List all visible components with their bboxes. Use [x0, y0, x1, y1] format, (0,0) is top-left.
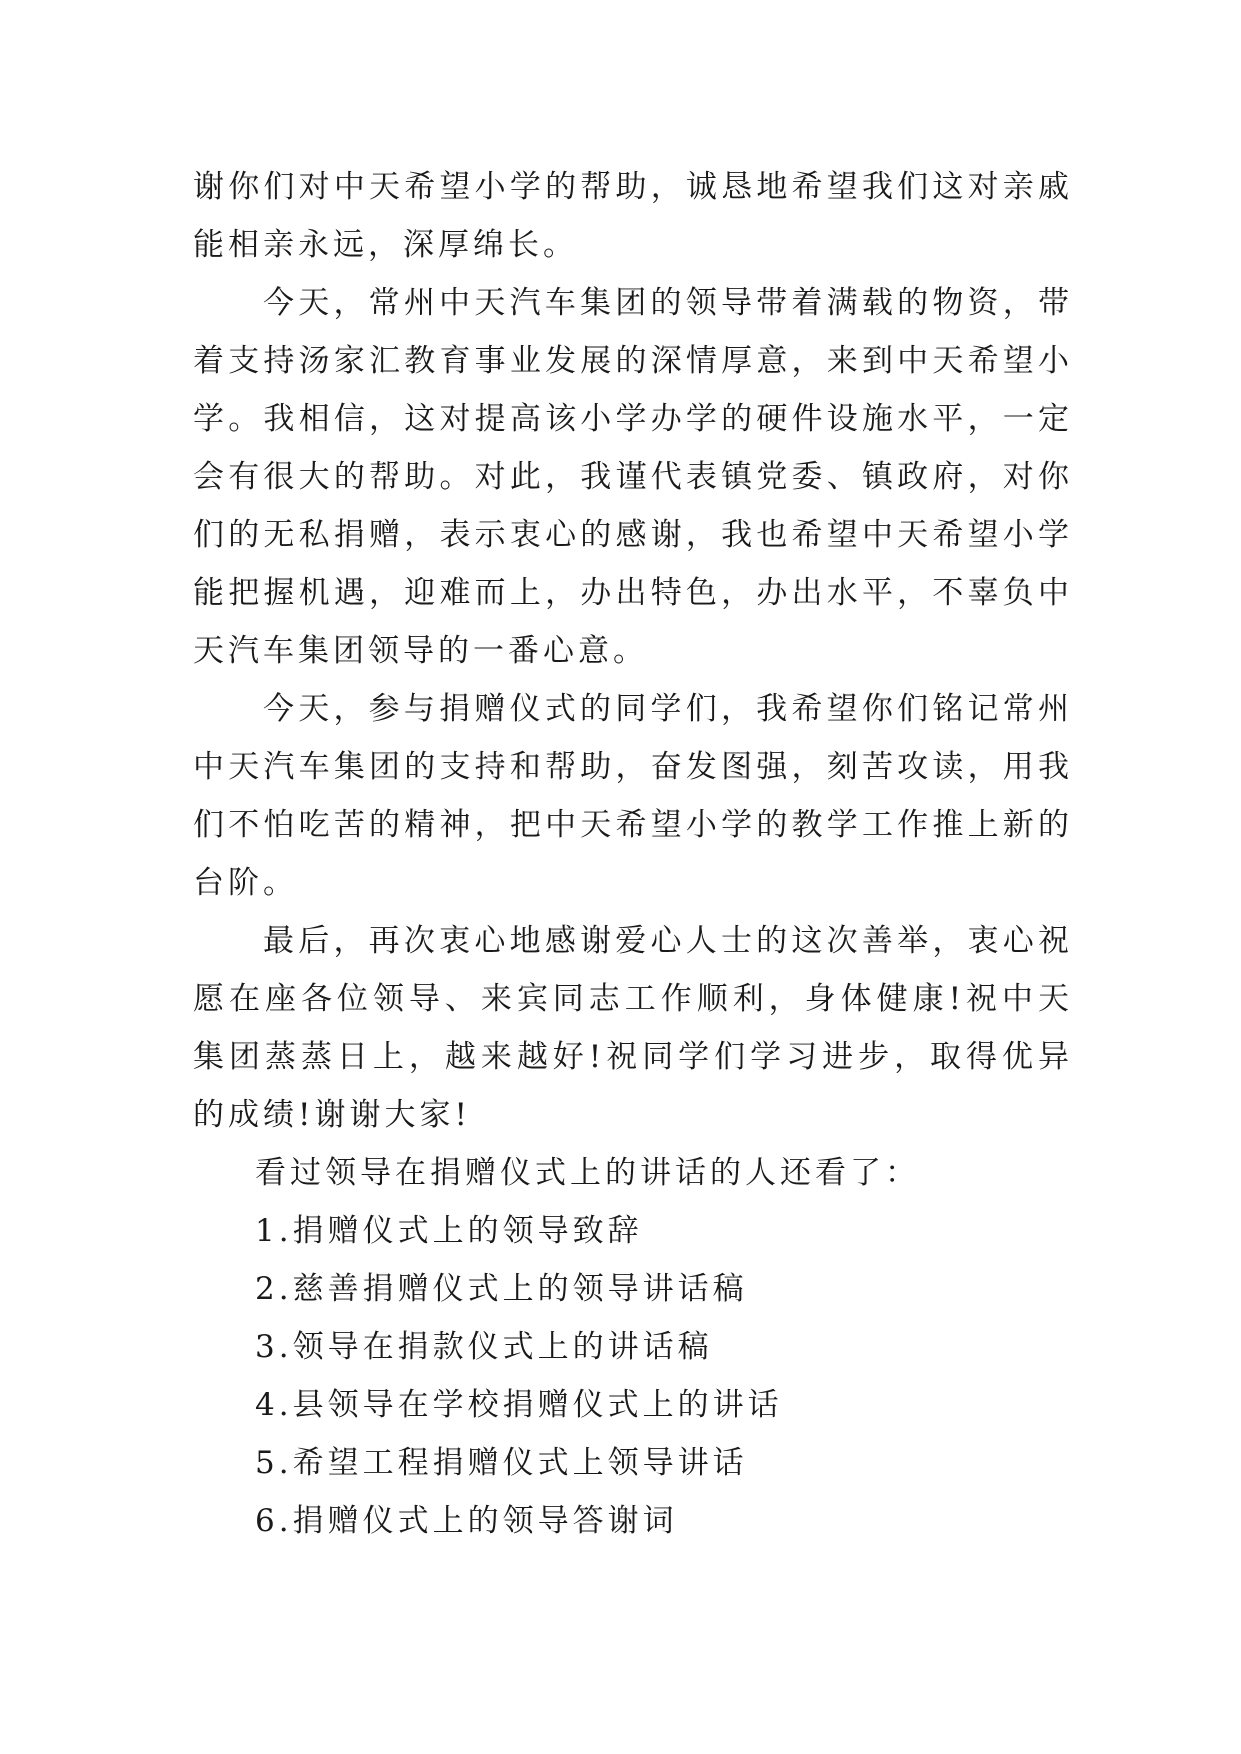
- document-body: [193, 158, 1073, 1550]
- paragraph-final-wishes: 最后，再次衷心地感谢爱心人士的这次善举，衷心祝愿在座各位领导、来宾同志工作顺利，身体健康!祝中天集团蒸蒸日上，越来越好!祝同学们学习进步，取得优异的成绩!谢谢大家!: [193, 923, 1073, 1133]
- related-article-link[interactable]: 6.捐赠仪式上的领导答谢词: [255, 1503, 678, 1539]
- paragraph-donation: 今天，常州中天汽车集团的领导带着满载的物资，带着支持汤家汇教育事业发展的深情厚意，来到中天希望小学。我相信，这对提高该小学办学的硬件设施水平，一定会有很大的帮助。对此，我谨代表镇党委、镇政府，对你们的无私捐赠，表示衷心的感谢，我也希望中天希望小学能把握机遇，迎难而上，办出特色，办出水平，不辜负中天汽车集团领导的一番心意。: [193, 285, 1073, 669]
- related-article-link[interactable]: 3.领导在捐款仪式上的讲话稿: [255, 1329, 713, 1365]
- related-article-link[interactable]: 5.希望工程捐赠仪式上领导讲话: [255, 1445, 748, 1481]
- paragraph-students: 今天，参与捐赠仪式的同学们，我希望你们铭记常州中天汽车集团的支持和帮助，奋发图强，刻苦攻读，用我们不怕吃苦的精神，把中天希望小学的教学工作推上新的台阶。: [193, 691, 1073, 901]
- related-article-link[interactable]: 1.捐赠仪式上的领导致辞: [255, 1213, 643, 1249]
- related-article-link[interactable]: 2.慈善捐赠仪式上的领导讲话稿: [255, 1271, 748, 1307]
- related-article-link[interactable]: 4.县领导在学校捐赠仪式上的讲话: [255, 1387, 783, 1423]
- related-articles-list: [193, 1202, 1073, 1550]
- paragraph-closing-thanks: 谢你们对中天希望小学的帮助，诚恳地希望我们这对亲戚能相亲永远，深厚绵长。: [193, 169, 1073, 263]
- related-articles-heading: 看过领导在捐赠仪式上的讲话的人还看了：: [255, 1155, 920, 1191]
